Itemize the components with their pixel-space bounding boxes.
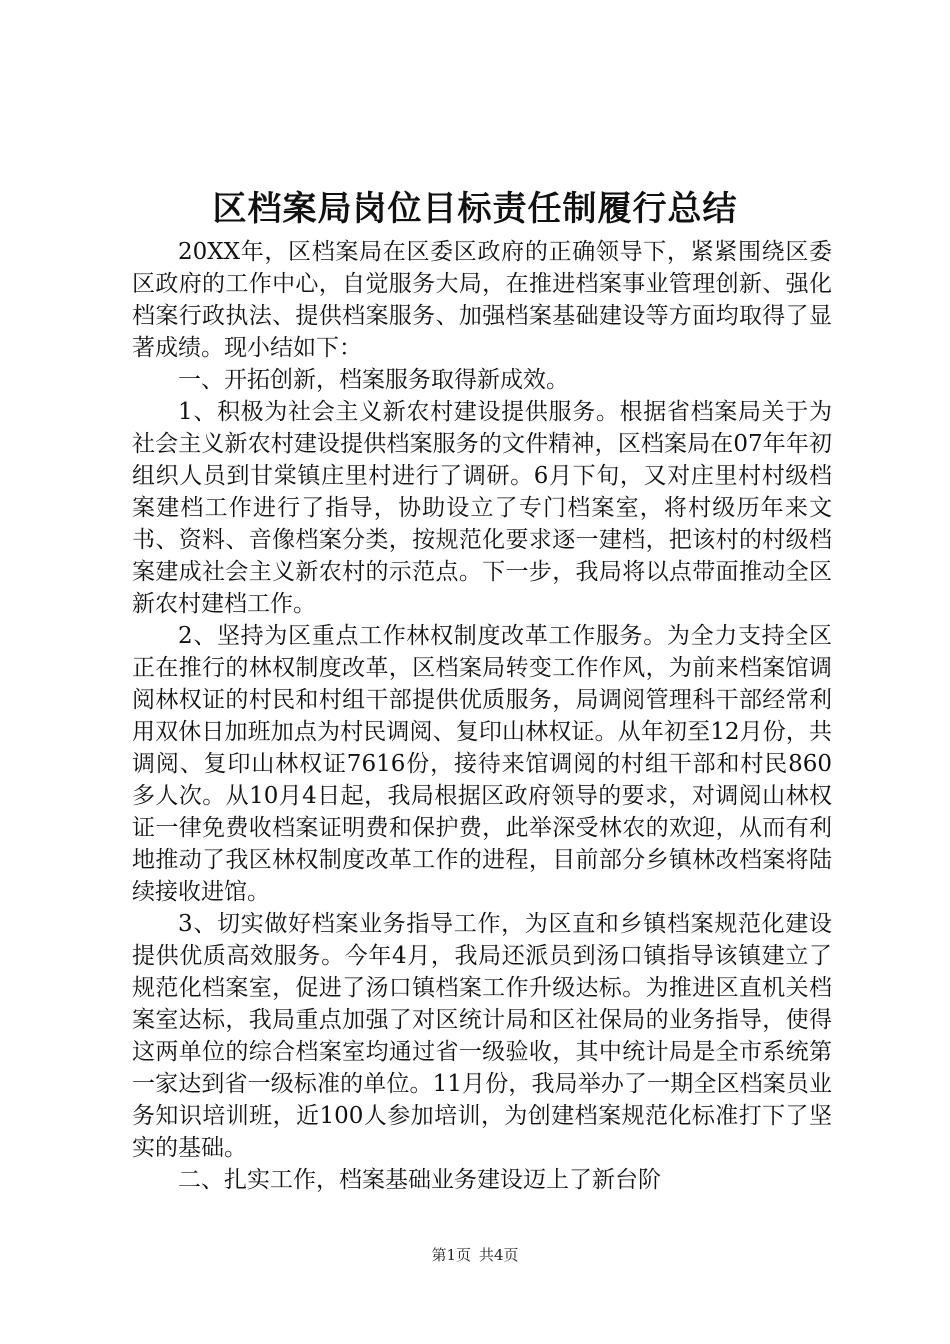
document-title: 区档案局岗位目标责任制履行总结 bbox=[212, 189, 738, 229]
paragraph-intro: 20XX年，区档案局在区委区政府的正确领导下，紧紧围绕区委区政府的工作中心，自觉服务大局，在推进档案事业管理创新、强化档案行政执法、提供档案服务、加强档案基础建设等方面均取得了显著成绩。现小结如下： bbox=[132, 239, 832, 361]
paragraph-section-1-heading: 一、开拓创新，档案服务取得新成效。 bbox=[178, 367, 569, 393]
document-body bbox=[132, 236, 832, 1196]
page-total: 共4页 bbox=[479, 1246, 519, 1264]
paragraph-section-2-heading: 二、扎实工作，档案基础业务建设迈上了新台阶 bbox=[178, 1167, 661, 1193]
page-number: 第1页 bbox=[431, 1246, 471, 1264]
paragraph-item-2: 2、坚持为区重点工作林权制度改革工作服务。为全力支持全区正在推行的林权制度改革，区档案局转变工作作风，为前来档案馆调阅林权证的村民和村组干部提供优质服务，局调阅管理科干部经常利用双休日加班加点为村民调阅、复印山林权证。从年初至12月份，共调阅、复印山林权证7616份，接待来馆调阅的村组干部和村民860多人次。从10月4日起，我局根据区政府领导的要求，对调阅山林权证一律免费收档案证明费和保护费，此举深受林农的欢迎，从而有利地推动了我区林权制度改革工作的进程，目前部分乡镇林改档案将陆续接收进馆。 bbox=[132, 623, 832, 905]
paragraph-item-1: 1、积极为社会主义新农村建设提供服务。根据省档案局关于为社会主义新农村建设提供档案服务的文件精神，区档案局在07年年初组织人员到甘棠镇庄里村进行了调研。6月下旬，又对庄里村村级档案建档工作进行了指导，协助设立了专门档案室，将村级历年来文书、资料、音像档案分类，按规范化要求逐一建档，把该村的村级档案建成社会主义新农村的示范点。下一步，我局将以点带面推动全区新农村建档工作。 bbox=[132, 399, 832, 617]
page-footer bbox=[0, 1245, 950, 1265]
paragraph-item-3: 3、切实做好档案业务指导工作，为区直和乡镇档案规范化建设提供优质高效服务。今年4月，我局还派员到汤口镇指导该镇建立了规范化档案室，促进了汤口镇档案工作升级达标。为推进区直机关档案室达标，我局重点加强了对区统计局和区社保局的业务指导，使得这两单位的综合档案室均通过省一级验收，其中统计局是全市系统第一家达到省一级标准的单位。11月份，我局举办了一期全区档案员业务知识培训班，近100人参加培训，为创建档案规范化标准打下了坚实的基础。 bbox=[132, 911, 832, 1161]
